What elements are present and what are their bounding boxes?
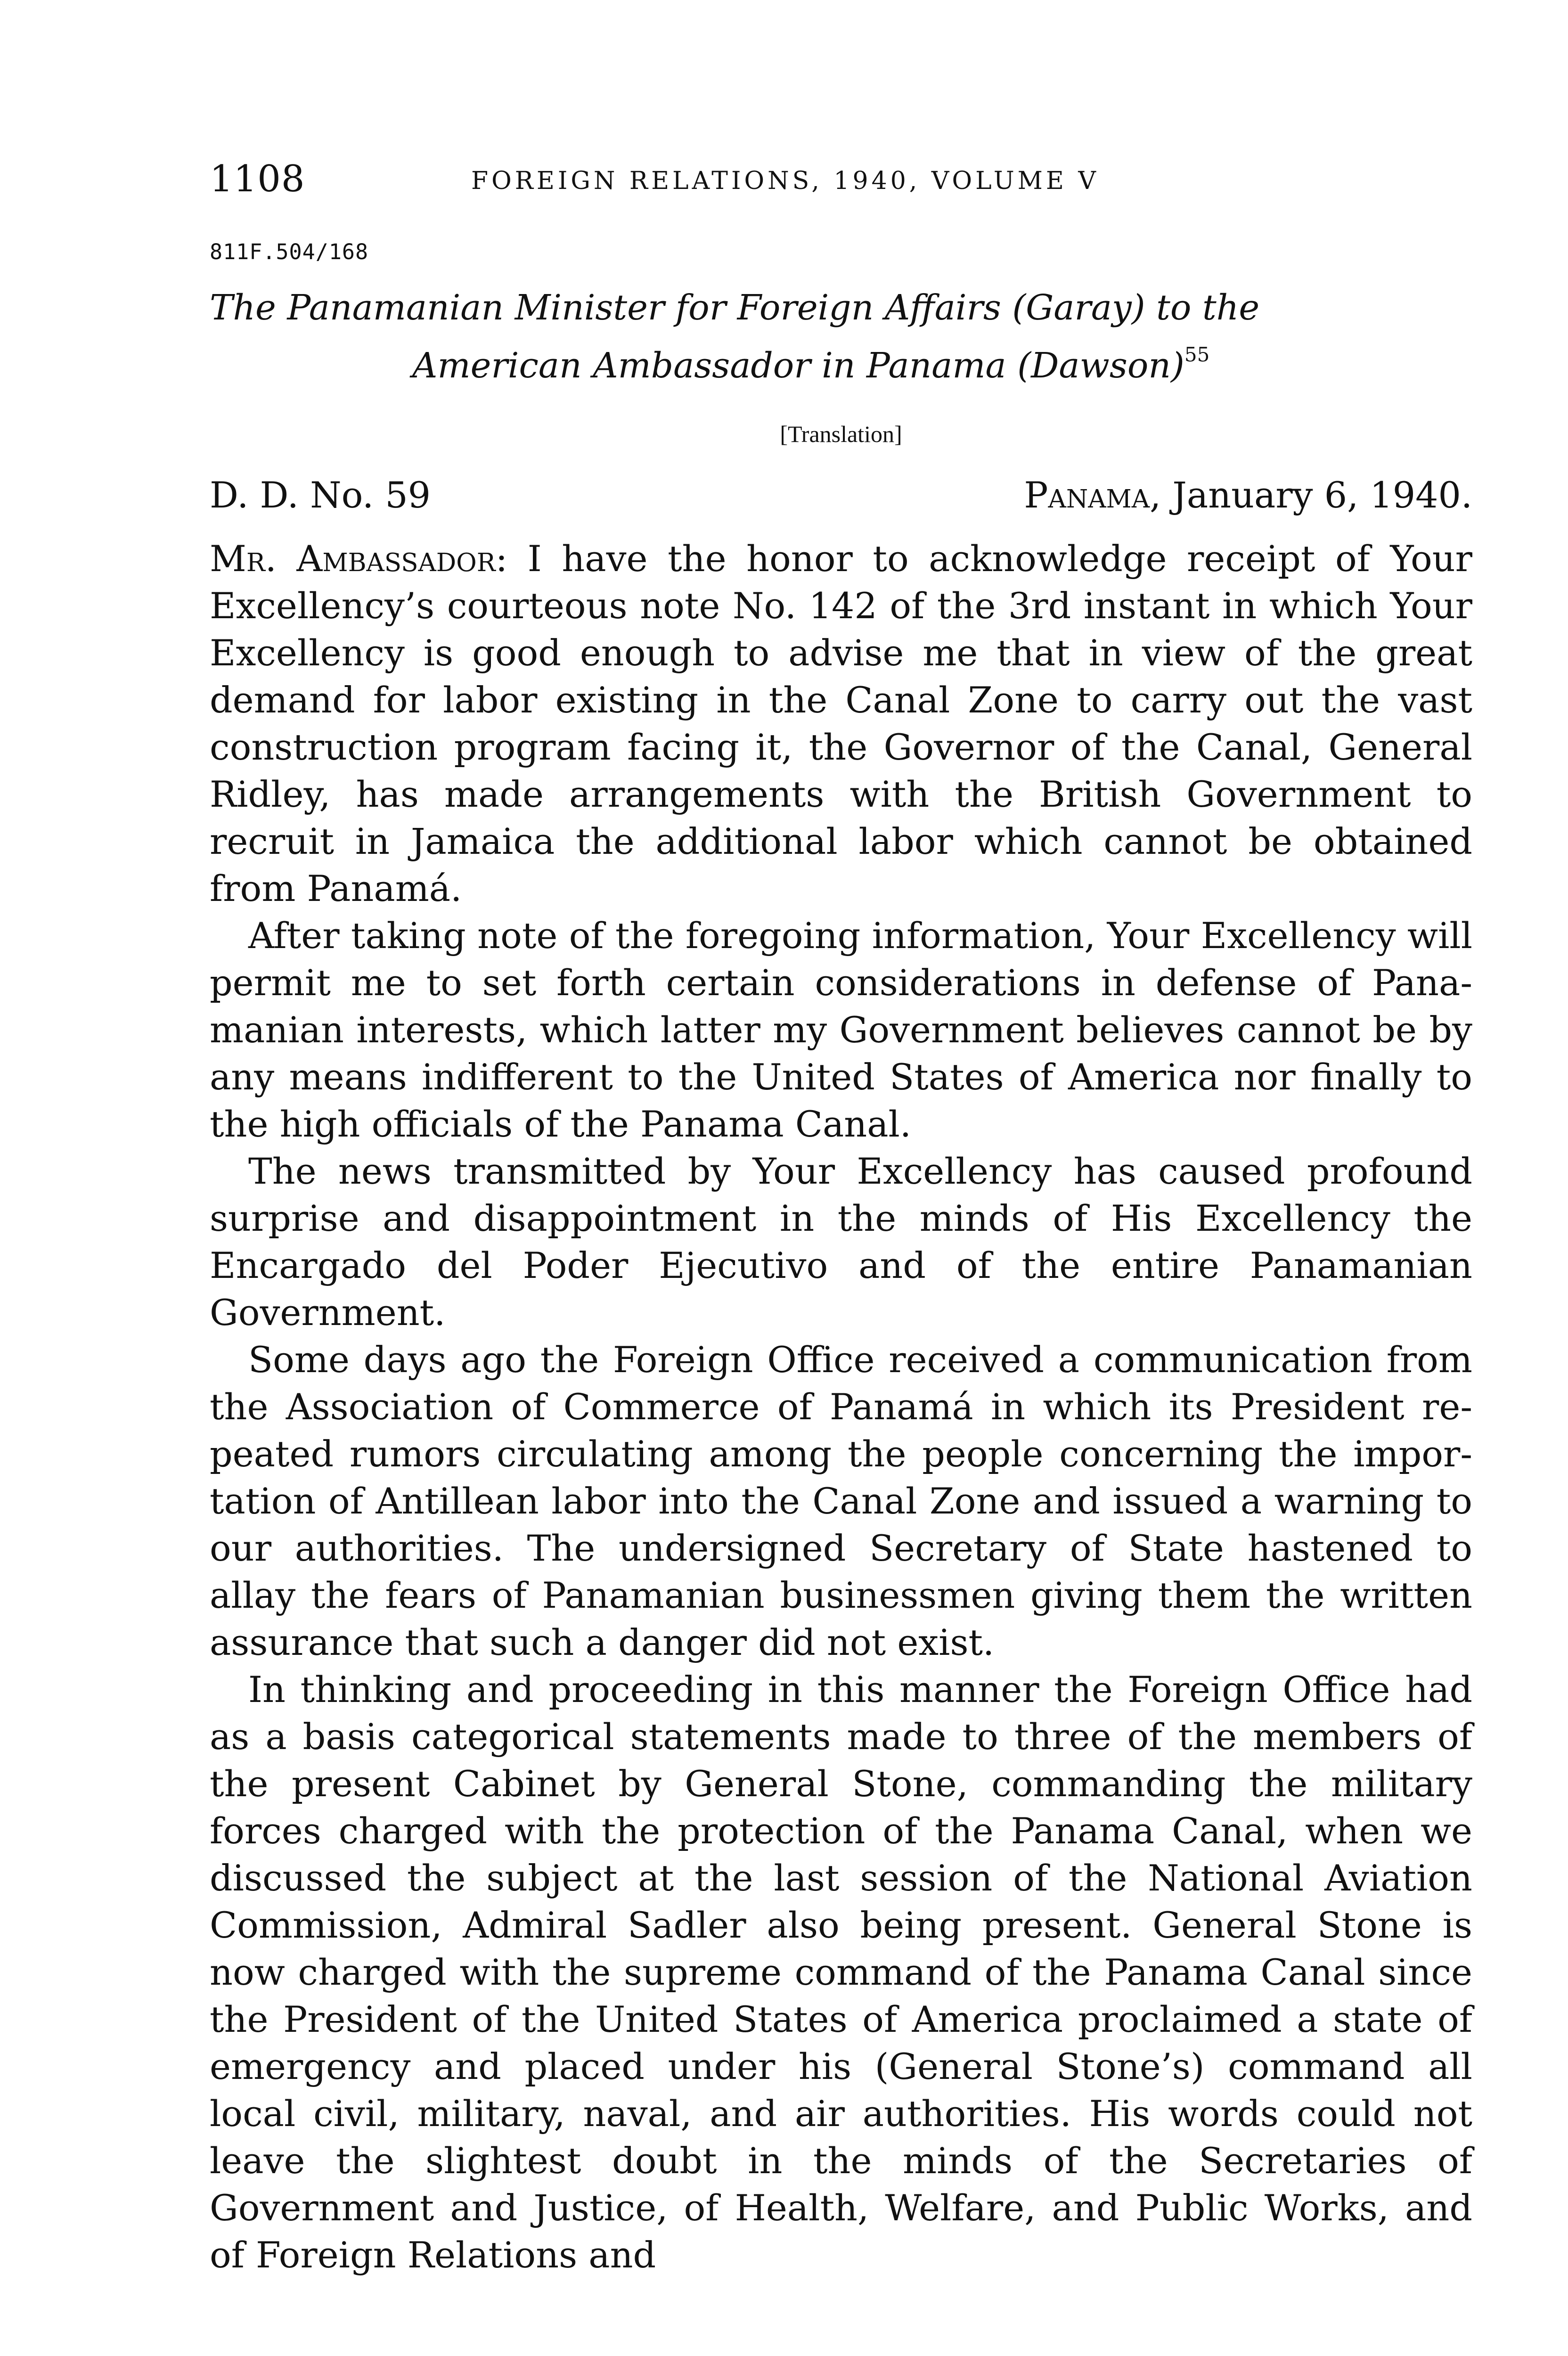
paragraph-2: After taking note of the foregoing information, Your Excellency will permit me to set forth certain considerations in defense of Panamanian interests, which latter my Government believes cannot be by any means indifferent to the United States of America nor finally to the high officials of the Panama Canal.	[210, 915, 1472, 1145]
paragraph-1-text: : I have the honor to acknowledge receipt of Your Excellency’s courteous note No. 142 of the 3rd instant in which Your Excellency is good enough to advise me that in view of the great demand for labor existing in the Canal Zone to carry out the vast construction program facing it, the Governor of the Canal, General Ridley, has made arrangements with the British Government to recruit in Jamaica the additional labor which cannot be obtained from Panamá.	[210, 538, 1472, 909]
letter-body	[210, 535, 1472, 2279]
file-number: 811F.504/168	[210, 239, 369, 264]
footnote-reference: 55	[1184, 343, 1210, 366]
paragraph-3: The news transmitted by Your Excellency has caused profound surprise and disappointment in the minds of His Excellency the Encargado del Poder Ejecutivo and of the entire Panamanian Government.	[210, 1150, 1472, 1333]
salutation: Mr. Ambassador	[210, 538, 496, 580]
heading-line-2: American Ambassador in Panama (Dawson)	[412, 345, 1184, 386]
place-and-date	[1024, 474, 1472, 516]
paragraph-1	[210, 535, 1472, 912]
running-title: FOREIGN RELATIONS, 1940, VOLUME V	[471, 167, 1099, 195]
heading-line-2-wrapper	[210, 331, 1472, 389]
dateline	[210, 474, 1472, 521]
translation-note: [Translation]	[780, 421, 902, 447]
running-head	[210, 155, 1472, 203]
page-content	[210, 155, 1472, 2279]
date: , January 6, 1940.	[1150, 474, 1472, 516]
reference-number: D. D. No. 59	[210, 474, 431, 516]
document-heading	[210, 284, 1472, 389]
paragraph-5: In thinking and proceeding in this manner the Foreign Office had as a basis categorical statements made to three of the members of the present Cabinet by General Stone, commanding the military forces charged with the protection of the Panama Canal, when we discussed the subject at the last session of the National Aviation Commission, Admiral Sadler also being present. General Stone is now charged with the supreme command of the Panama Canal since the President of the United States of America proclaimed a state of emergency and placed under his (General Stone’s) command all local civil, military, naval, and air authorities. His words could not leave the slightest doubt in the minds of the Secretaries of Government and Justice, of Health, Welfare, and Public Works, and of Foreign Relations and	[210, 1669, 1472, 2276]
page-number: 1108	[210, 158, 305, 200]
paragraph-4: Some days ago the Foreign Office received a communication from the Association of Commerce of Panamá in which its President repeated rumors circulating among the people concerning the importation of Antillean labor into the Canal Zone and issued a warning to our authorities. The undersigned Secretary of State hastened to allay the fears of Panamanian businessmen giving them the written assurance that such a danger did not exist.	[210, 1339, 1472, 1663]
place: Panama	[1024, 474, 1150, 516]
heading-line-1: The Panamanian Minister for Foreign Affairs (Garay) to the	[210, 287, 1260, 328]
